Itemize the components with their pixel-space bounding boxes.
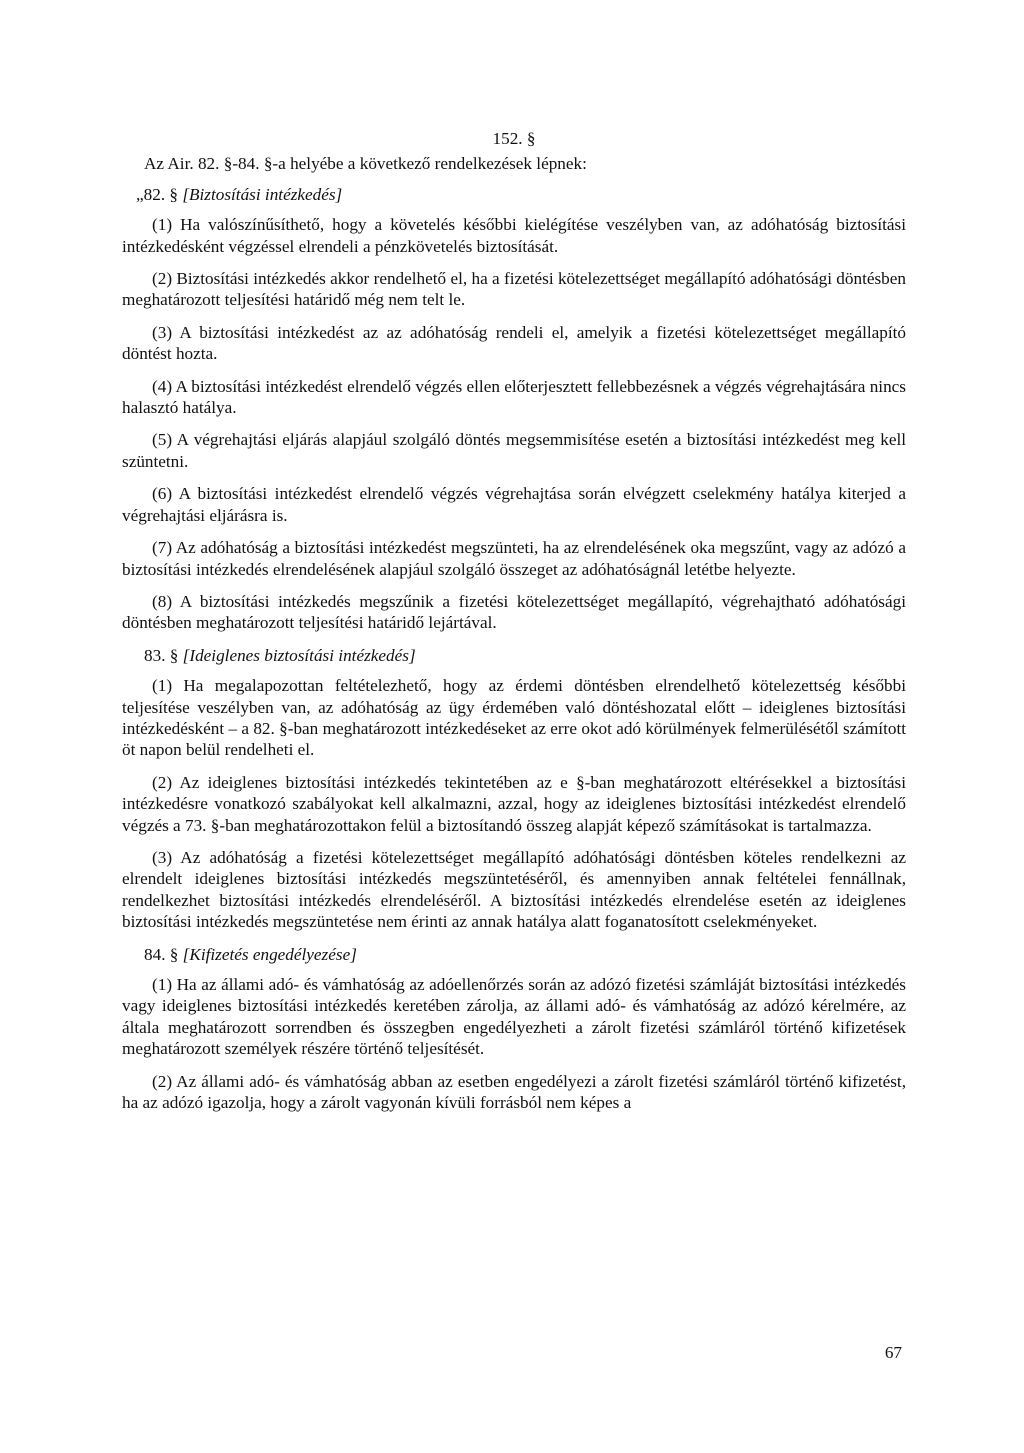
section-title-84 bbox=[122, 944, 906, 965]
paragraph: (1) Ha megalapozottan feltételezhető, hogy az érdemi döntésben elrendelhető kötelezettség későbbi teljesítése veszélyben van, az adóhatóság az ügy érdemében való döntéshozatal előtt – ideiglenes biztosítási intézkedésként – a 82. §-ban meghatározott intézkedéseket az erre okot adó körülmények felmerülésétől számított öt napon belül rendelheti el. bbox=[122, 676, 906, 760]
paragraph: (2) Az ideiglenes biztosítási intézkedés tekintetében az e §-ban meghatározott eltérésekkel a biztosítási intézkedésre vonatkozó szabályokat kell alkalmazni, azzal, hogy az ideiglenes biztosítási intézkedést elrendelő végzés a 73. §-ban meghatározottakon felül a biztosítandó összeg alapját képező számításokat is tartalmazza. bbox=[122, 772, 906, 835]
section-title-83 bbox=[122, 645, 906, 666]
paragraph: (3) Az adóhatóság a fizetési kötelezettséget megállapító adóhatósági döntésben köteles rendelkezni az elrendelt ideiglenes biztosítási intézkedés megszüntetéséről, és amennyiben annak feltételei fennállnak, rendelkezhet biztosítási intézkedés elrendeléséről. A biztosítási intézkedés elrendelése esetén az ideiglenes biztosítási intézkedés megszüntetése nem érinti az annak hatálya alatt foganatosított cselekményeket. bbox=[122, 847, 906, 932]
paragraph: (8) A biztosítási intézkedés megszűnik a fizetési kötelezettséget megállapító, végrehajtható adóhatósági döntésben meghatározott teljesítési határidő lejártával. bbox=[122, 591, 906, 633]
page-number: 67 bbox=[884, 1343, 902, 1362]
section-title-82 bbox=[122, 184, 906, 205]
section-number: „82. § bbox=[136, 184, 179, 204]
paragraph: (5) A végrehajtási eljárás alapjául szolgáló döntés megsemmisítése esetén a biztosítási intézkedést meg kell szüntetni. bbox=[122, 430, 906, 471]
paragraph: (2) Az állami adó- és vámhatóság abban az esetben engedélyezi a zárolt fizetési számláról történő kifizetést, ha az adózó igazolja, hogy a zárolt vagyonán kívüli forrásból nem képes a bbox=[122, 1071, 906, 1113]
intro-text: Az Air. 82. §-84. §-a helyébe a következő rendelkezések lépnek: bbox=[144, 154, 587, 174]
section-subject: [Ideiglenes biztosítási intézkedés] bbox=[182, 645, 416, 665]
paragraph: (2) Biztosítási intézkedés akkor rendelhető el, ha a fizetési kötelezettséget megállapító adóhatósági döntésben meghatározott teljesítési határidő még nem telt le. bbox=[122, 269, 906, 310]
section-number: 83. § bbox=[144, 645, 179, 665]
document-page bbox=[122, 128, 906, 1124]
paragraph: (1) Ha az állami adó- és vámhatóság az adóellenőrzés során az adózó fizetési számláját biztosítási intézkedés vagy ideiglenes biztosítási intézkedés keretében zárolja, az állami adó- és vámhatóság az adózó kérelmére, az általa meghatározott sorrendben és összegben engedélyezheti a zárolt fizetési számláról történő kifizetések meghatározott személyek részére történő teljesítését. bbox=[122, 975, 906, 1059]
paragraph: (6) A biztosítási intézkedést elrendelő végzés végrehajtása során elvégzett cselekmény hatálya kiterjed a végrehajtási eljárásra is. bbox=[122, 484, 906, 525]
section-heading: 152. § bbox=[492, 129, 536, 148]
paragraph: (1) Ha valószínűsíthető, hogy a követelés későbbi kielégítése veszélyben van, az adóhatóság biztosítási intézkedésként végzéssel elrendeli a pénzkövetelés biztosítását. bbox=[122, 215, 906, 256]
section-subject: [Biztosítási intézkedés] bbox=[182, 184, 343, 204]
section-subject: [Kifizetés engedélyezése] bbox=[182, 944, 357, 964]
paragraph: (3) A biztosítási intézkedést az az adóhatóság rendeli el, amelyik a fizetési kötelezettséget megállapító döntést hozta. bbox=[122, 322, 906, 364]
paragraph: (7) Az adóhatóság a biztosítási intézkedést megszünteti, ha az elrendelésének oka megszűnt, vagy az adózó a biztosítási intézkedés elrendelésének alapjául szolgáló összeget az adóhatóságnál letétbe helyezte. bbox=[122, 538, 906, 579]
paragraph: (4) A biztosítási intézkedést elrendelő végzés ellen előterjesztett fellebbezésnek a végzés végrehajtására nincs halasztó hatálya. bbox=[122, 376, 906, 418]
section-number: 84. § bbox=[144, 944, 179, 964]
